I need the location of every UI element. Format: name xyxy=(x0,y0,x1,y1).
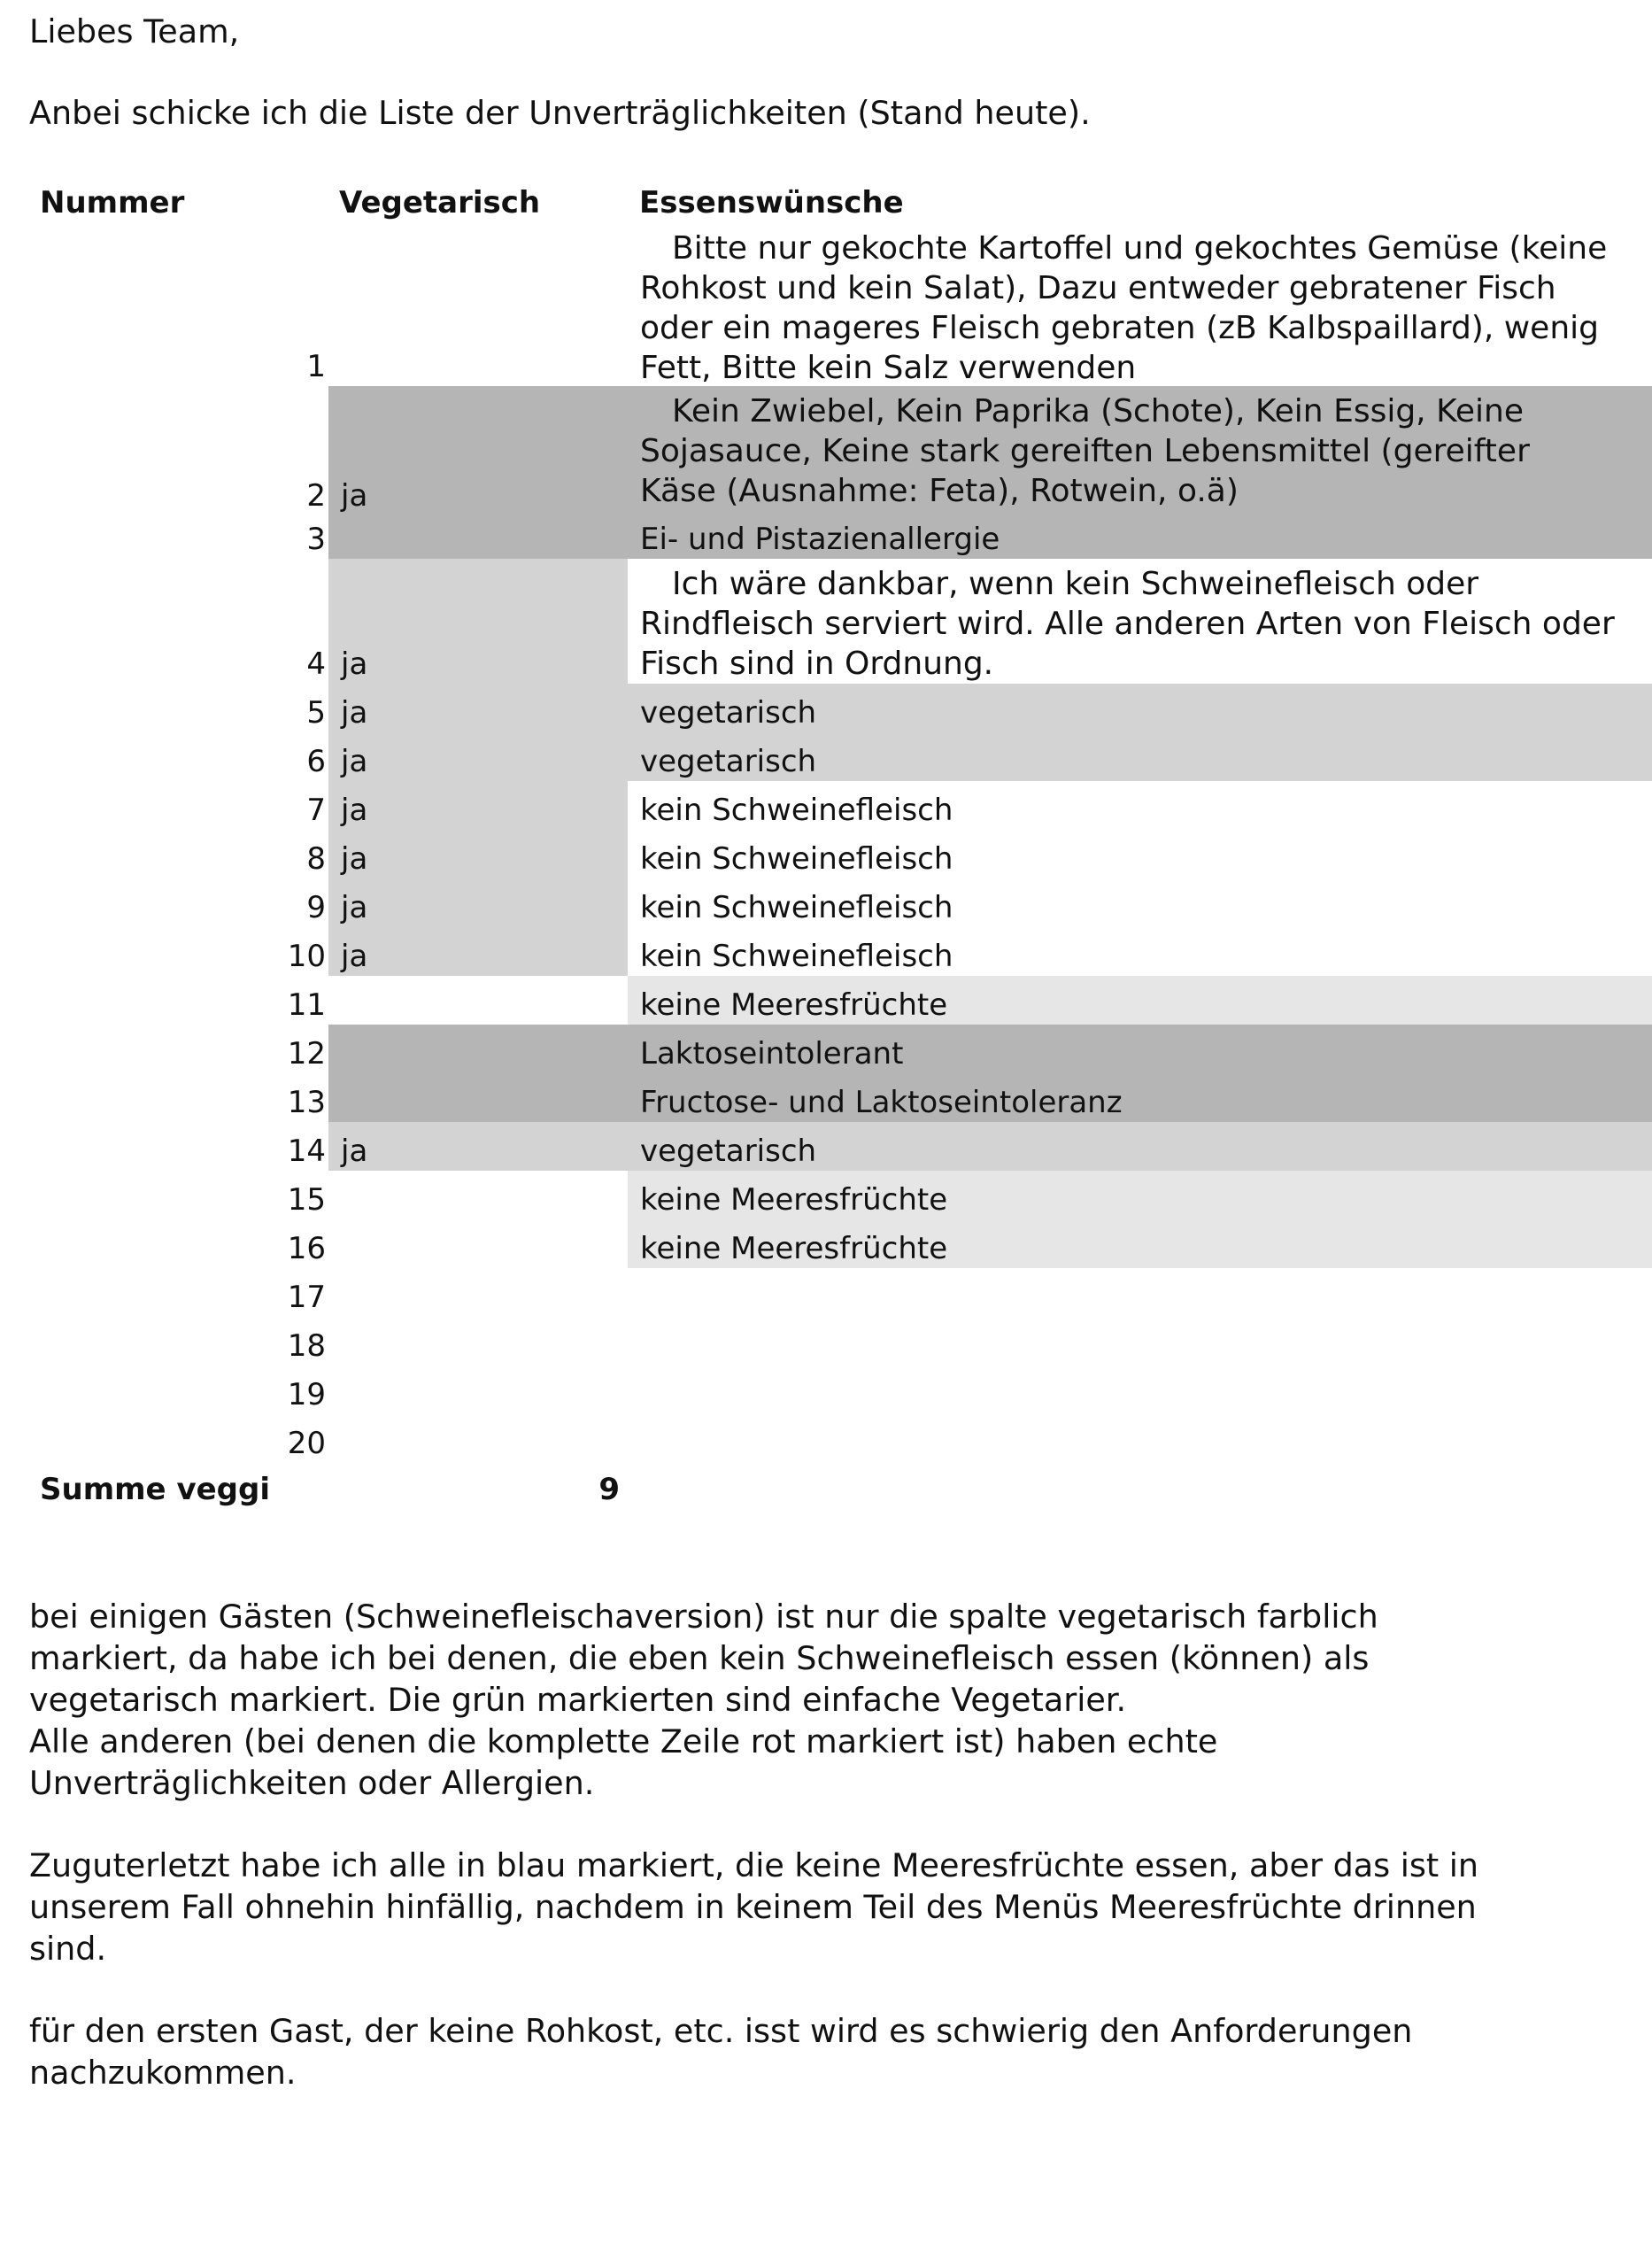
row-number: 19 xyxy=(287,1377,326,1412)
header-vegetarisch: Vegetarisch xyxy=(339,185,541,221)
intro-line: Anbei schicke ich die Liste der Unverträglichkeiten (Stand heute). xyxy=(29,94,1091,132)
row-essenswunsch xyxy=(628,830,1652,878)
table-row xyxy=(0,515,1652,559)
header-nummer: Nummer xyxy=(40,185,185,221)
table-row xyxy=(0,878,1652,927)
row-essenswunsch-text: Ei- und Pistazienallergie xyxy=(640,522,1000,557)
row-essenswunsch-text: vegetarisch xyxy=(640,1134,817,1169)
row-number: 12 xyxy=(287,1036,326,1072)
row-number: 3 xyxy=(306,522,326,557)
row-number: 8 xyxy=(306,841,326,877)
table-row xyxy=(0,1219,1652,1268)
row-vegetarisch: ja xyxy=(328,830,628,878)
row-number: 17 xyxy=(287,1280,326,1315)
row-essenswunsch-text: Fructose- und Laktoseintoleranz xyxy=(640,1085,1123,1120)
row-number: 1 xyxy=(306,349,326,384)
row-number: 6 xyxy=(306,744,326,779)
row-essenswunsch-text: Laktoseintolerant xyxy=(640,1036,904,1072)
row-number: 10 xyxy=(287,939,326,974)
table-row xyxy=(0,976,1652,1025)
greeting: Liebes Team, xyxy=(29,12,240,50)
row-vegetarisch xyxy=(328,1171,628,1219)
row-essenswunsch xyxy=(628,781,1652,830)
row-number: 2 xyxy=(306,478,326,514)
table-row xyxy=(0,732,1652,781)
row-vegetarisch: ja xyxy=(328,386,628,515)
table-row xyxy=(0,1414,1652,1463)
row-vegetarisch: ja xyxy=(328,732,628,781)
table-row xyxy=(0,1268,1652,1317)
row-vegetarisch: ja xyxy=(328,684,628,732)
row-essenswunsch-text: kein Schweinefleisch xyxy=(640,793,953,828)
row-essenswunsch-text: kein Schweinefleisch xyxy=(640,841,953,877)
summe-veggi-label: Summe veggi xyxy=(40,1472,270,1507)
row-essenswunsch xyxy=(628,878,1652,927)
table-row xyxy=(0,559,1652,684)
row-essenswunsch xyxy=(628,1122,1652,1171)
table-row xyxy=(0,1171,1652,1219)
table-row xyxy=(0,386,1652,515)
table-row xyxy=(0,1317,1652,1366)
table-row xyxy=(0,223,1652,386)
table-row xyxy=(0,830,1652,878)
row-essenswunsch-text: Ich wäre dankbar, wenn kein Schweinefleisch oder Rindfleisch serviert wird. Alle anderen Arten von Fleisch oder Fisch sind in Ordnung. xyxy=(640,566,1615,682)
row-vegetarisch xyxy=(328,1073,628,1122)
row-number: 18 xyxy=(287,1328,326,1364)
row-number: 9 xyxy=(306,890,326,925)
table-row xyxy=(0,781,1652,830)
table-row xyxy=(0,1025,1652,1073)
summe-veggi-value: 9 xyxy=(598,1472,620,1507)
row-essenswunsch xyxy=(628,976,1652,1025)
row-vegetarisch xyxy=(328,515,628,559)
row-essenswunsch xyxy=(628,1025,1652,1073)
row-essenswunsch-text: vegetarisch xyxy=(640,744,817,779)
row-essenswunsch xyxy=(628,1268,1652,1317)
row-essenswunsch-text: vegetarisch xyxy=(640,695,817,731)
seafood-paragraph: Zuguterletzt habe ich alle in blau markiert, die keine Meeresfrüchte essen, aber das ist in unserem Fall ohnehin hinfällig, nachdem in keinem Teil des Menüs Meeresfrüchte drinnen sind. xyxy=(29,1846,1479,1968)
row-essenswunsch xyxy=(628,927,1652,976)
row-vegetarisch: ja xyxy=(328,1122,628,1171)
row-vegetarisch xyxy=(328,976,628,1025)
row-number: 5 xyxy=(306,695,326,731)
row-vegetarisch: ja xyxy=(328,878,628,927)
row-number: 11 xyxy=(287,987,326,1023)
row-vegetarisch xyxy=(328,1268,628,1317)
row-vegetarisch: ja xyxy=(328,927,628,976)
explanation-paragraph: bei einigen Gästen (Schweinefleischaversion) ist nur die spalte vegetarisch farblich markiert, da habe ich bei denen, die eben kein Schweinefleisch essen (können) als vegetarisch markiert. Die grün markierten sind einfache Vegetarier. Alle anderen (bei denen die komplette Zeile rot markiert ist) haben echte Unverträglichkeiten oder Allergien. xyxy=(29,1598,1378,1802)
row-essenswunsch xyxy=(628,223,1652,386)
row-vegetarisch xyxy=(328,1366,628,1414)
row-essenswunsch xyxy=(628,1414,1652,1463)
row-vegetarisch xyxy=(328,1025,628,1073)
row-number: 14 xyxy=(287,1134,326,1169)
row-vegetarisch: ja xyxy=(328,559,628,684)
row-number: 7 xyxy=(306,793,326,828)
row-number: 13 xyxy=(287,1085,326,1120)
row-vegetarisch xyxy=(328,1414,628,1463)
row-essenswunsch-text: keine Meeresfrüchte xyxy=(640,987,948,1023)
row-essenswunsch xyxy=(628,515,1652,559)
row-vegetarisch xyxy=(328,1317,628,1366)
row-essenswunsch xyxy=(628,1171,1652,1219)
row-essenswunsch-text: kein Schweinefleisch xyxy=(640,939,953,974)
row-vegetarisch: ja xyxy=(328,781,628,830)
row-number: 16 xyxy=(287,1231,326,1266)
row-vegetarisch xyxy=(328,1219,628,1268)
row-essenswunsch xyxy=(628,732,1652,781)
row-number: 20 xyxy=(287,1426,326,1461)
table-row xyxy=(0,1073,1652,1122)
table-row xyxy=(0,927,1652,976)
row-vegetarisch xyxy=(328,223,628,386)
row-essenswunsch xyxy=(628,1219,1652,1268)
table-row xyxy=(0,1366,1652,1414)
row-essenswunsch xyxy=(628,386,1652,515)
row-essenswunsch xyxy=(628,1317,1652,1366)
first-guest-paragraph: für den ersten Gast, der keine Rohkost, etc. isst wird es schwierig den Anforderungen nachzukommen. xyxy=(29,2012,1413,2092)
row-essenswunsch-text: Kein Zwiebel, Kein Paprika (Schote), Kein Essig, Keine Sojasauce, Keine stark gereiften Lebensmittel (gereifter Käse (Ausnahme: Feta), Rotwein, o.ä) xyxy=(640,393,1530,509)
row-essenswunsch-text: kein Schweinefleisch xyxy=(640,890,953,925)
row-essenswunsch-text: Bitte nur gekochte Kartoffel und gekochtes Gemüse (keine Rohkost und kein Salat), Dazu entweder gebratener Fisch oder ein mageres Fleisch gebraten (zB Kalbspaillard), wenig Fett, Bitte kein Salz verwenden xyxy=(640,230,1608,386)
row-essenswunsch xyxy=(628,559,1652,684)
row-number: 4 xyxy=(306,646,326,682)
row-essenswunsch-text: keine Meeresfrüchte xyxy=(640,1182,948,1218)
table-row xyxy=(0,684,1652,732)
row-essenswunsch xyxy=(628,1073,1652,1122)
row-essenswunsch xyxy=(628,684,1652,732)
row-essenswunsch-text: keine Meeresfrüchte xyxy=(640,1231,948,1266)
row-number: 15 xyxy=(287,1182,326,1218)
table-row xyxy=(0,1122,1652,1171)
row-essenswunsch xyxy=(628,1366,1652,1414)
header-essenswuensche: Essenswünsche xyxy=(639,185,904,221)
